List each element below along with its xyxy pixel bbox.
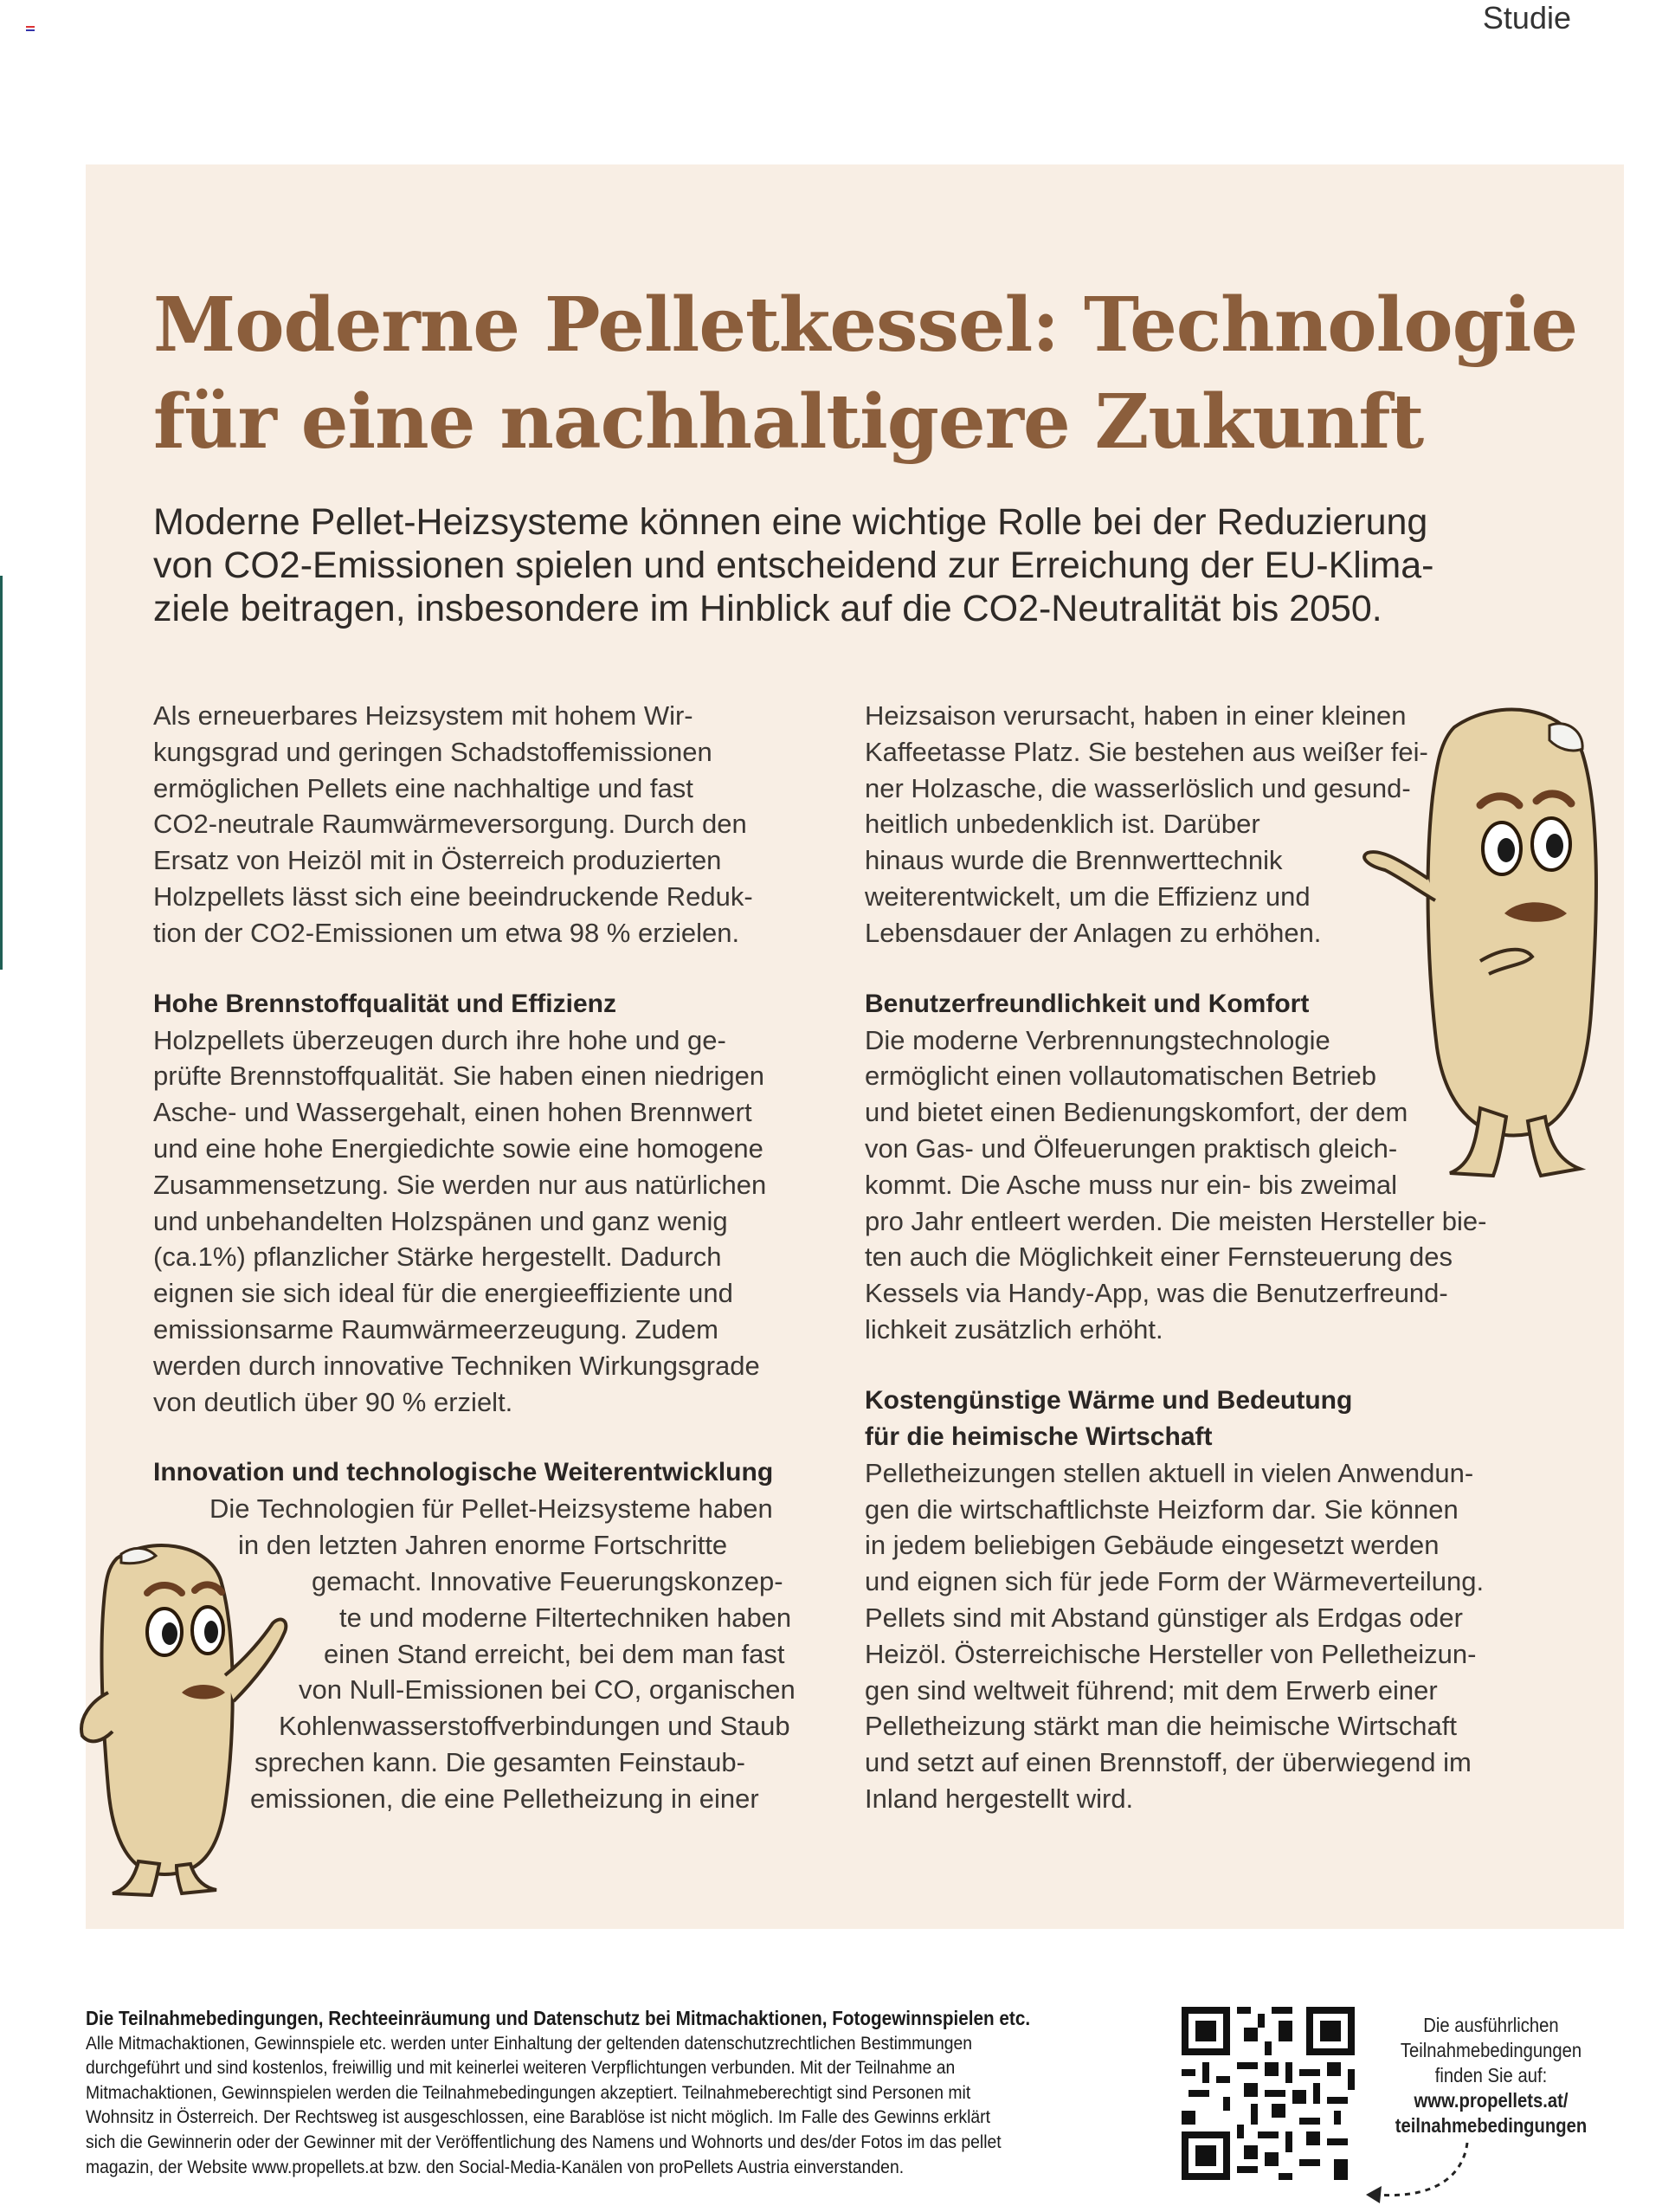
body-line: von deutlich über 90 % erzielt.: [153, 1386, 513, 1417]
body-line: Lebensdauer der Anlagen zu erhöhen.: [865, 917, 1322, 948]
body-line: Holzpellets lässt sich eine beeindruckende Reduk-: [153, 880, 753, 912]
body-line: Kaffeetasse Platz. Sie bestehen aus weißer fei-: [865, 736, 1428, 767]
body-line: werden durch innovative Techniken Wirkungsgrade: [153, 1350, 760, 1381]
body-line: Pelletheizungen stellen aktuell in vielen Anwendun-: [865, 1457, 1474, 1488]
body-line: Heizsaison verursacht, haben in einer kleinen: [865, 700, 1407, 731]
section-heading: Hohe Brennstoffqualität und Effizienz: [153, 989, 616, 1018]
terms-link[interactable]: www.propellets.at/: [1414, 2089, 1569, 2112]
page-edge-rule: [0, 576, 3, 970]
body-line: und bietet einen Bedienungskomfort, der dem: [865, 1097, 1408, 1128]
body-line: Ersatz von Heizöl mit in Österreich produzierten: [153, 845, 722, 876]
body-line: einen Stand erreicht, bei dem man fast: [324, 1638, 785, 1669]
body-line: weiterentwickelt, um die Effizienz und: [865, 880, 1311, 912]
body-line: lichkeit zusätzlich erhöht.: [865, 1313, 1163, 1345]
body-line: gen die wirtschaftlichste Heizform dar. Sie können: [865, 1493, 1459, 1525]
footer-line: Alle Mitmachaktionen, Gewinnspiele etc. werden unter Einhaltung der geltenden datenschutzrechtlichen Bestimmungen: [86, 2032, 973, 2054]
article-lead: [153, 500, 1538, 630]
body-line: von Null-Emissionen bei CO, organischen: [299, 1674, 796, 1706]
body-line: emissionen, die eine Pelletheizung in einer: [250, 1783, 759, 1814]
body-line: (ca.1%) pflanzlicher Stärke hergestellt. Dadurch: [153, 1241, 722, 1273]
section-heading: Kostengünstige Wärme und Bedeutung: [865, 1385, 1353, 1415]
body-line: ner Holzasche, die wasserlöslich und gesund-: [865, 772, 1411, 803]
body-line: und unbehandelten Holzspänen und ganz wenig: [153, 1205, 728, 1236]
qr-note-line: finden Sie auf:: [1434, 2064, 1548, 2086]
lead-line: Moderne Pellet-Heizsysteme können eine wichtige Rolle bei der Reduzierung: [153, 501, 1428, 543]
section-heading: für die heimische Wirtschaft: [865, 1422, 1213, 1451]
flag-icon: [26, 26, 35, 33]
body-line: in jedem beliebigen Gebäude eingesetzt werden: [865, 1530, 1440, 1561]
body-line: Kessels via Handy-App, was die Benutzerfreund-: [865, 1278, 1448, 1309]
body-line: und eignen sich für jede Form der Wärmeverteilung.: [865, 1566, 1485, 1597]
dashed-arrow-icon: [1359, 2138, 1498, 2212]
body-line: kommt. Die Asche muss nur ein- bis zweimal: [865, 1169, 1398, 1200]
article-title: [153, 277, 1578, 471]
body-line: heitlich unbedenklich ist. Darüber: [865, 809, 1260, 840]
qr-note-line: Teilnahmebedingungen: [1400, 2039, 1582, 2061]
body-line: te und moderne Filtertechniken haben: [339, 1602, 792, 1633]
body-line: ermöglicht einen vollautomatischen Betrieb: [865, 1061, 1377, 1092]
body-line: eignen sie sich ideal für die energieeffiziente und: [153, 1278, 733, 1309]
pellet-mascot-right: [1350, 701, 1636, 1186]
footer-line: magazin, der Website www.propellets.at bzw. den Social-Media-Kanälen von proPellets Austria einverstanden.: [86, 2156, 905, 2177]
body-line: Zusammensetzung. Sie werden nur aus natürlichen: [153, 1169, 767, 1200]
body-line: sprechen kann. Die gesamten Feinstaub-: [254, 1746, 745, 1777]
body-line: ermöglichen Pellets eine nachhaltige und fast: [153, 772, 693, 803]
body-line: von Gas- und Ölfeuerungen praktisch gleich-: [865, 1132, 1398, 1164]
body-line: Pellets sind mit Abstand günstiger als Erdgas oder: [865, 1602, 1463, 1633]
qr-note: [1376, 2013, 1606, 2138]
body-line: kungsgrad und geringen Schadstoffemissionen: [153, 736, 712, 767]
lead-line: von CO2-Emissionen spielen und entscheidend zur Erreichung der EU-Klima-: [153, 545, 1434, 586]
footer-legal: [86, 2006, 1133, 2179]
body-line: Als erneuerbares Heizsystem mit hohem Wir-: [153, 700, 693, 731]
body-line: Holzpellets überzeugen durch ihre hohe und ge-: [153, 1024, 726, 1055]
body-line: prüfte Brennstoffqualität. Sie haben einen niedrigen: [153, 1061, 765, 1092]
section-heading: Benutzerfreundlichkeit und Komfort: [865, 989, 1310, 1018]
lead-line: ziele beitragen, insbesondere im Hinblick auf die CO2-Neutralität bis 2050.: [153, 588, 1382, 629]
body-line: ten auch die Möglichkeit einer Fernsteuerung des: [865, 1241, 1453, 1273]
footer-line: Mitmachaktionen, Gewinnspielen werden die Teilnahmebedingungen akzeptiert. Teilnahmeberechtigt sind Personen mit: [86, 2081, 971, 2103]
terms-link[interactable]: teilnahmebedingungen: [1395, 2114, 1588, 2137]
body-line: hinaus wurde die Brennwerttechnik: [865, 845, 1283, 876]
footer-line: durchgeführt und sind kostenlos, freiwillig und mit keinerlei weiteren Verpflichtungen verbunden. Mit der Teilnahme an: [86, 2057, 956, 2079]
body-line: CO2-neutrale Raumwärmeversorgung. Durch den: [153, 809, 747, 840]
body-line: Heizöl. Österreichische Hersteller von Pelletheizun-: [865, 1638, 1477, 1669]
body-line: Inland hergestellt wird.: [865, 1783, 1134, 1814]
title-line: für eine nachhaltigere Zukunft: [153, 378, 1424, 466]
body-line: gen sind weltweit führend; mit dem Erwerb einer: [865, 1674, 1438, 1706]
footer-line: Wohnsitz in Österreich. Der Rechtsweg ist ausgeschlossen, eine Barablöse ist nicht möglich. Im Falle des Gewinns erklärt: [86, 2106, 990, 2128]
qr-note-line: Die ausführlichen: [1423, 2014, 1559, 2036]
body-line: und setzt auf einen Brennstoff, der überwiegend im: [865, 1747, 1472, 1778]
title-line: Moderne Pelletkessel: Technologie: [153, 281, 1578, 369]
section-label: Studie: [1482, 0, 1571, 35]
body-line: Asche- und Wassergehalt, einen hohen Brennwert: [153, 1097, 752, 1128]
body-line: und eine hohe Energiedichte sowie eine homogene: [153, 1132, 763, 1164]
body-line: pro Jahr entleert werden. Die meisten Hersteller bie-: [865, 1205, 1487, 1236]
body-line: gemacht. Innovative Feuerungskonzep-: [312, 1565, 783, 1596]
body-line: emissionsarme Raumwärmeerzeugung. Zudem: [153, 1313, 718, 1345]
body-line: tion der CO2-Emissionen um etwa 98 % erzielen.: [153, 917, 740, 948]
pellet-mascot-left: [61, 1519, 312, 1900]
footer-heading: Die Teilnahmebedingungen, Rechteeinräumung und Datenschutz bei Mitmachaktionen, Fotogewinnspielen etc.: [86, 2007, 1031, 2029]
body-line: Kohlenwasserstoffverbindungen und Staub: [279, 1711, 790, 1742]
section-heading: Innovation und technologische Weiterentwicklung: [153, 1458, 774, 1487]
body-line: Die moderne Verbrennungstechnologie: [865, 1024, 1330, 1055]
footer-line: sich die Gewinnerin oder der Gewinner mit der Veröffentlichung des Namens und Wohnorts und des/der Fotos im das pellet: [86, 2131, 1002, 2152]
body-line: Pelletheizung stärkt man die heimische Wirtschaft: [865, 1711, 1458, 1742]
qr-code-icon[interactable]: [1182, 2007, 1355, 2180]
body-line: in den letzten Jahren enorme Fortschritte: [238, 1530, 728, 1561]
body-line: Die Technologien für Pellet-Heizsysteme haben: [209, 1493, 773, 1525]
